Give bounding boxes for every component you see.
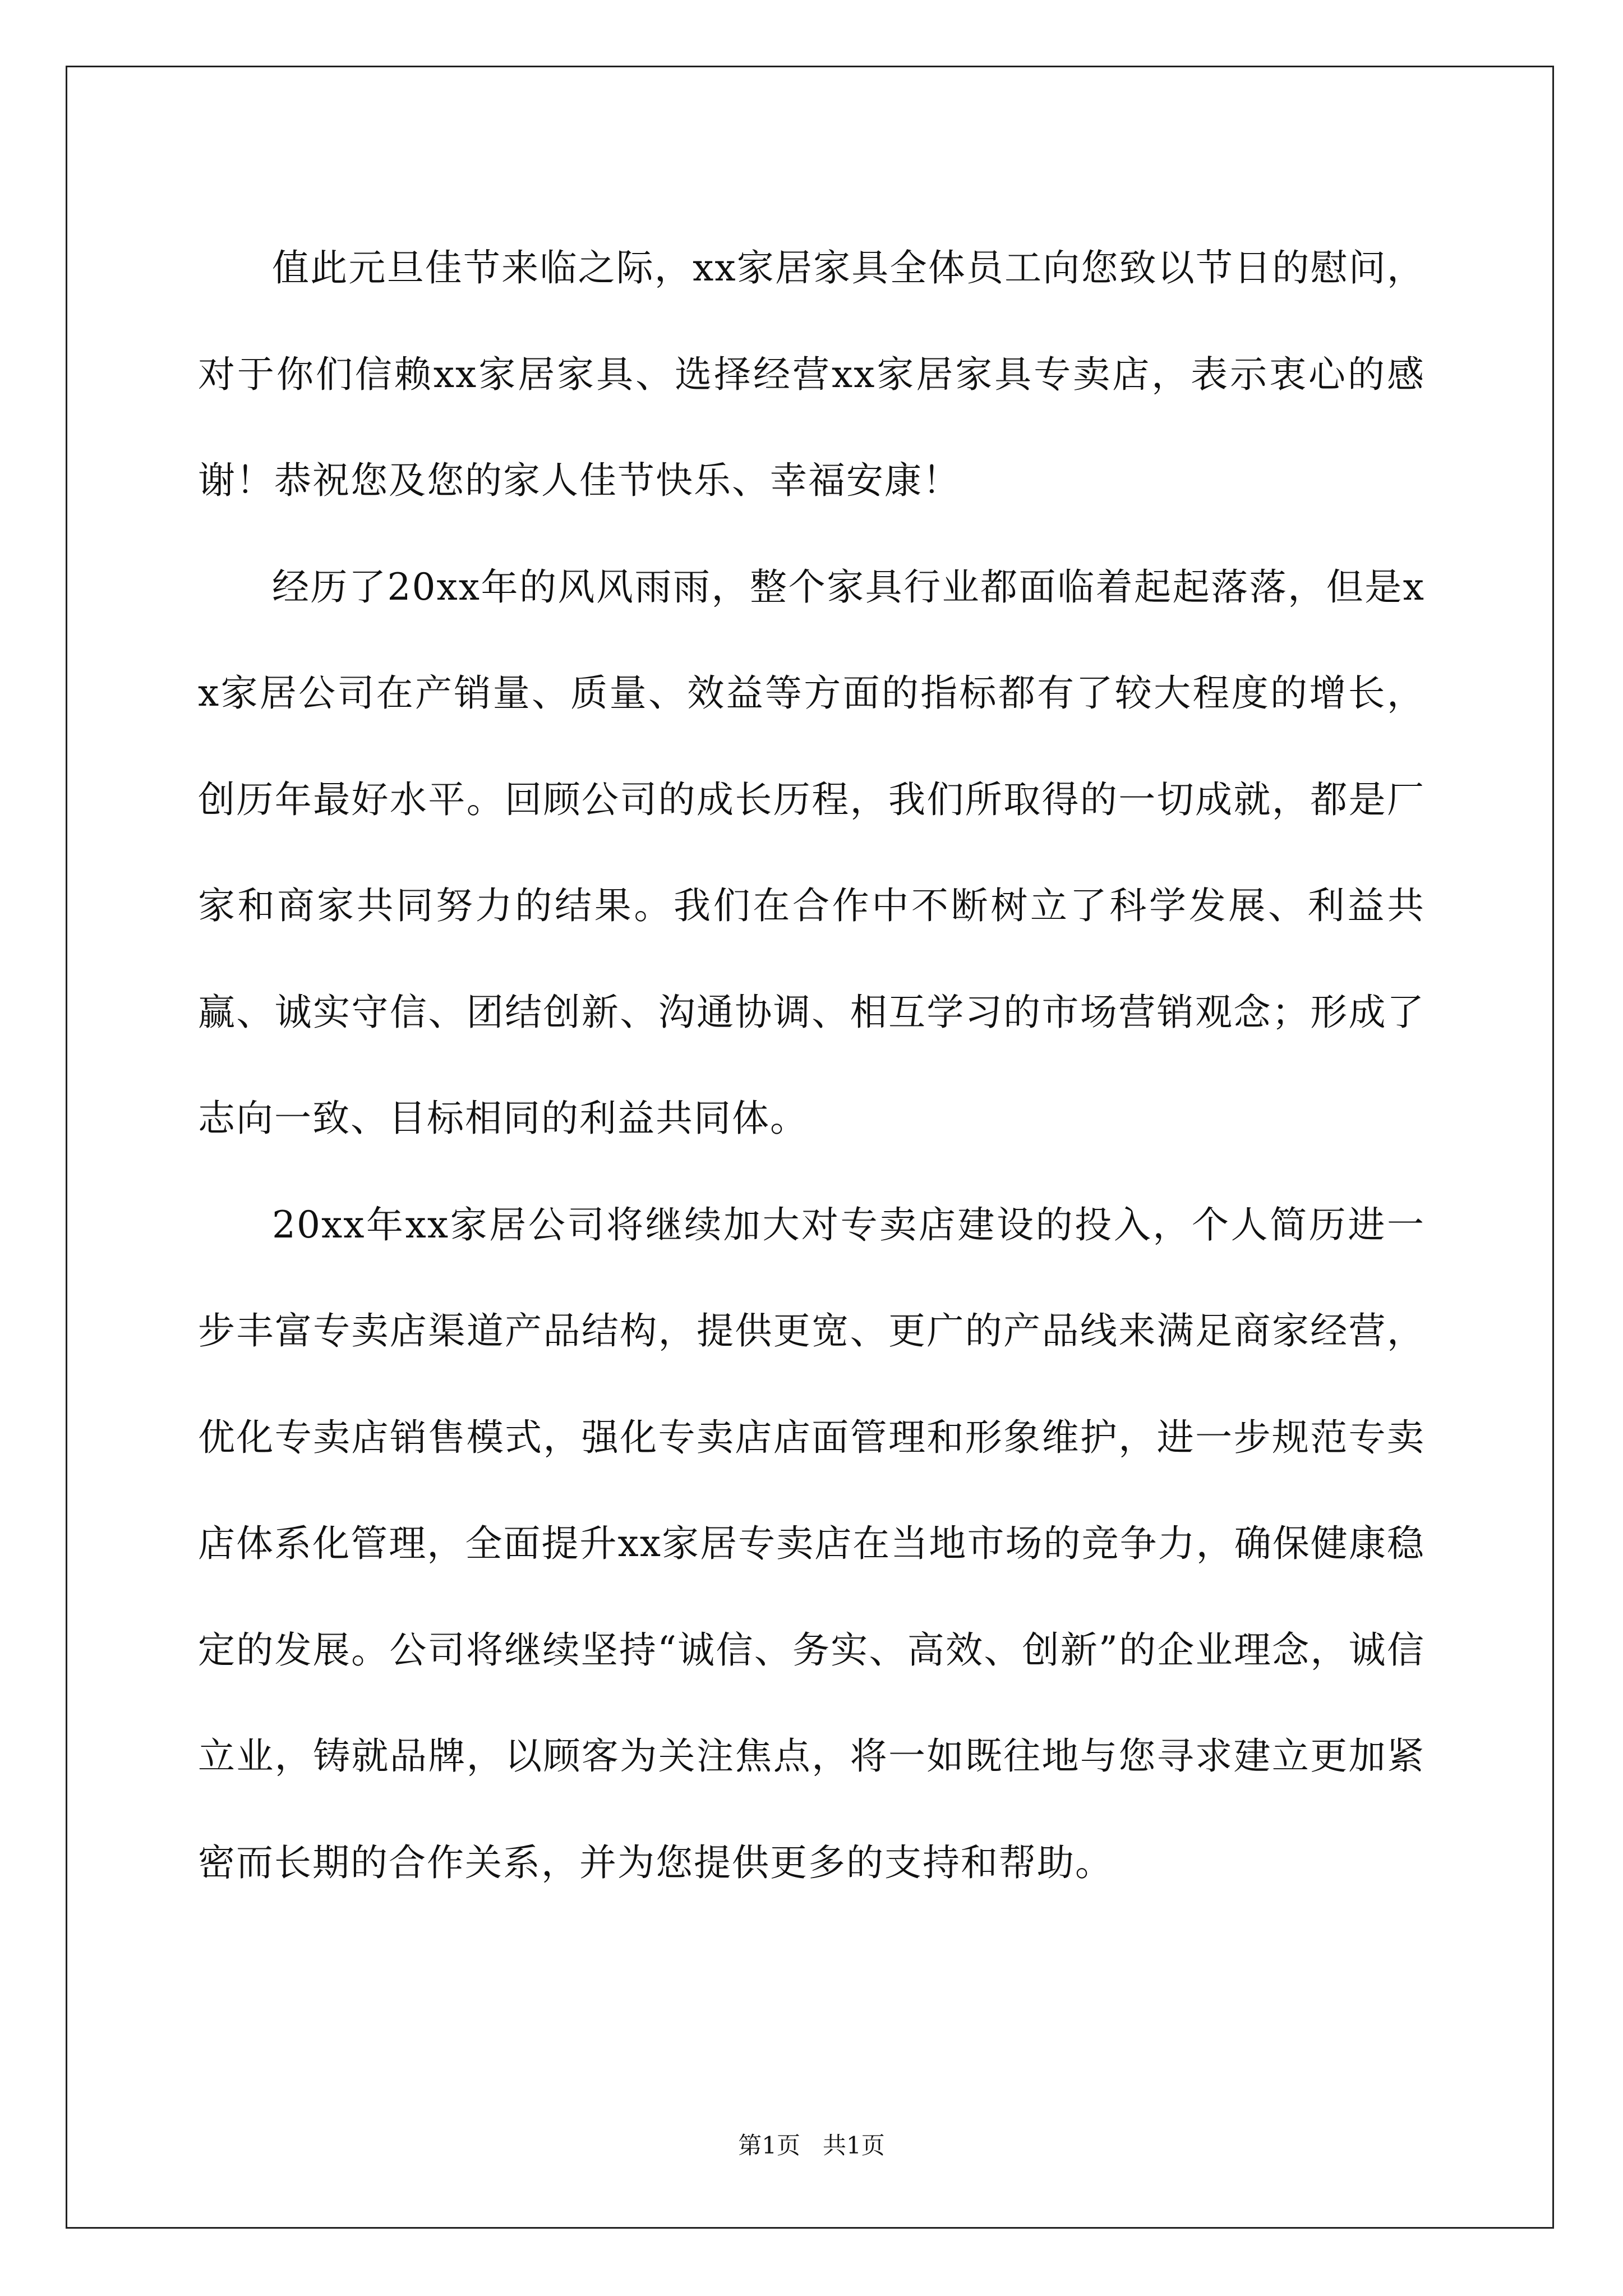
paragraph-review: 经历了20xx年的风风雨雨，整个家具行业都面临着起起落落，但是xx家居公司在产销量、质量、效益等方面的指标都有了较大程度的增长，创历年最好水平。回顾公司的成长历程，我们所取得的一切成就，都是厂家和商家共同努力的结果。我们在合作中不断树立了科学发展、利益共赢、诚实守信、团结创新、沟通协调、相互学习的市场营销观念；形成了志向一致、目标相同的利益共同体。 [198, 565, 1425, 1140]
document-body [198, 215, 1425, 1916]
paragraph-greeting: 值此元旦佳节来临之际，xx家居家具全体员工向您致以节日的慰问，对于你们信赖xx家居家具、选择经营xx家居家具专卖店，表示衷心的感谢！恭祝您及您的家人佳节快乐、幸福安康！ [198, 246, 1425, 502]
paragraph-plan: 20xx年xx家居公司将继续加大对专卖店建设的投入，个人简历进一步丰富专卖店渠道产品结构，提供更宽、更广的产品线来满足商家经营，优化专卖店销售模式，强化专卖店店面管理和形象维护，进一步规范专卖店体系化管理，全面提升xx家居专卖店在当地市场的竞争力，确保健康稳定的发展。公司将继续坚持“诚信、务实、高效、创新”的企业理念，诚信立业，铸就品牌，以顾客为关注焦点，将一如既往地与您寻求建立更加紧密而长期的合作关系，并为您提供更多的支持和帮助。 [198, 1203, 1425, 1884]
page-number-footer: 第1页 共1页 [738, 2132, 885, 2159]
